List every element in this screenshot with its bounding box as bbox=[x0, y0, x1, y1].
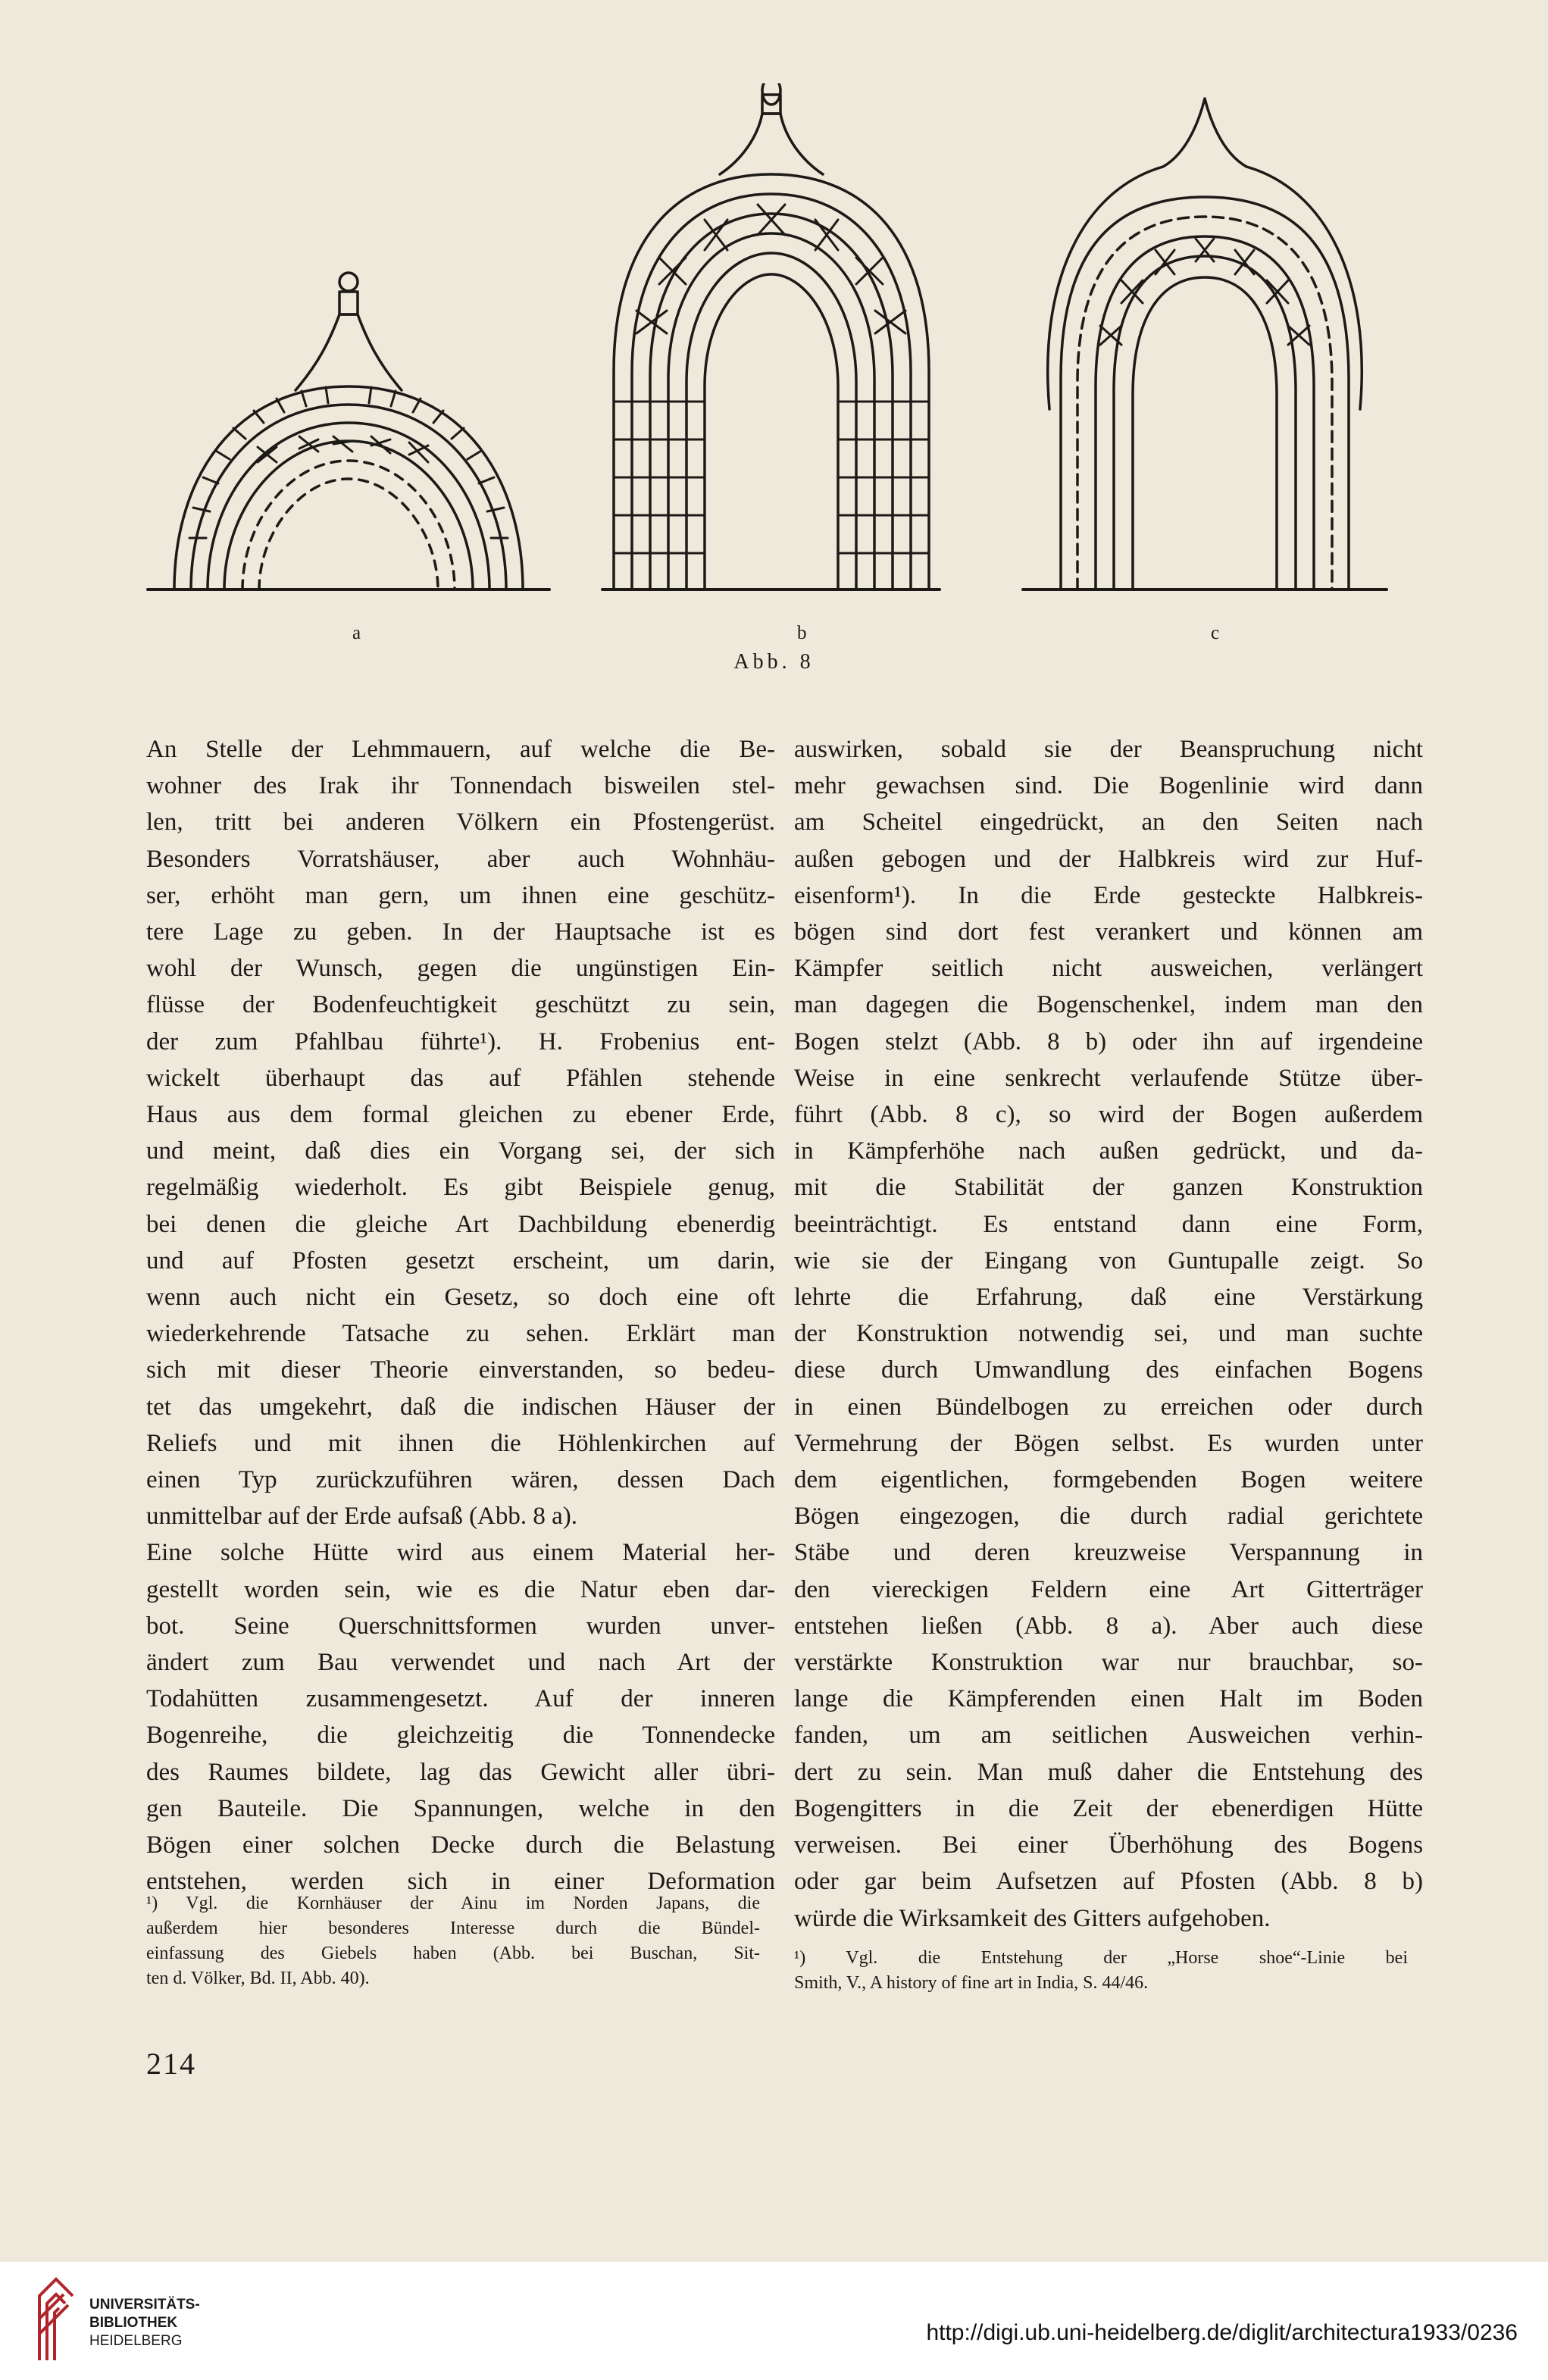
figure-caption: Abb. 8 bbox=[733, 650, 815, 674]
text-line: in Kämpferhöhe nach außen gedrückt, und da- bbox=[794, 1137, 1423, 1165]
text-line: fanden, um am seitlichen Ausweichen verhin- bbox=[794, 1722, 1423, 1750]
text-line: dert zu sein. Man muß daher die Entstehung des bbox=[794, 1758, 1423, 1786]
library-name bbox=[89, 2296, 200, 2350]
text-line: Bogengitters in die Zeit der ebenerdigen Hütte bbox=[794, 1794, 1423, 1822]
text-line: ändert zum Bau verwendet und nach Art der bbox=[146, 1649, 775, 1677]
text-line: regelmäßig wiederholt. Es gibt Beispiele genug, bbox=[146, 1174, 775, 1202]
footnote-right bbox=[794, 1946, 1408, 1996]
text-line: Bögen eingezogen, die durch radial gerichtete bbox=[794, 1503, 1423, 1531]
arch-a-drawing bbox=[174, 273, 523, 590]
text-line: der zum Pfahlbau führte¹). H. Frobenius ent- bbox=[146, 1027, 775, 1056]
footnote-line: einfassung des Giebels haben (Abb. bei Buschan, Sit- bbox=[146, 1944, 760, 1963]
text-line: und meint, daß dies ein Vorgang sei, der sich bbox=[146, 1137, 775, 1165]
text-line: bei denen die gleiche Art Dachbildung ebenerdig bbox=[146, 1210, 775, 1238]
footnote-line: ¹) Vgl. die Kornhäuser der Ainu im Norden Japans, die bbox=[146, 1894, 760, 1913]
text-line: Weise in eine senkrecht verlaufende Stütze über- bbox=[794, 1064, 1423, 1092]
figure-label-b: b bbox=[797, 623, 808, 643]
text-line: unmittelbar auf der Erde aufsaß (Abb. 8 a). bbox=[146, 1503, 578, 1531]
page-number: 214 bbox=[146, 2047, 196, 2081]
text-line: flüsse der Bodenfeuchtigkeit geschützt zu sein, bbox=[146, 991, 775, 1019]
text-line: wiederkehrende Tatsache zu sehen. Erklärt man bbox=[146, 1320, 775, 1348]
text-line: lange die Kämpferenden einen Halt im Boden bbox=[794, 1685, 1423, 1713]
text-line: des Raumes bildete, lag das Gewicht aller übri- bbox=[146, 1758, 775, 1786]
text-line: Eine solche Hütte wird aus einem Material her- bbox=[146, 1539, 775, 1567]
text-line: auswirken, sobald sie der Beanspruchung nicht bbox=[794, 736, 1423, 763]
text-line: wohner des Irak ihr Tonnendach bisweilen stel- bbox=[146, 772, 775, 800]
footnote-line: außerdem hier besonderes Interesse durch die Bündel- bbox=[146, 1919, 760, 1938]
text-line: ser, erhöht man gern, um ihnen eine geschütz- bbox=[146, 881, 775, 909]
text-line: der Konstruktion notwendig sei, und man suchte bbox=[794, 1320, 1423, 1348]
footnote-line: Smith, V., A history of fine art in India, S. 44/46. bbox=[794, 1973, 1149, 1993]
arch-c-drawing bbox=[1048, 99, 1362, 590]
text-line: eisenform¹). In die Erde gesteckte Halbkreis- bbox=[794, 881, 1423, 909]
text-line: Kämpfer seitlich nicht ausweichen, verlängert bbox=[794, 955, 1423, 983]
footnote-line: ¹) Vgl. die Entstehung der „Horse shoe“-Linie bei bbox=[794, 1948, 1408, 1968]
text-line: wohl der Wunsch, gegen die ungünstigen Ein- bbox=[146, 955, 775, 983]
text-line: lehrte die Erfahrung, daß eine Verstärkung bbox=[794, 1284, 1423, 1312]
arch-b-drawing bbox=[614, 83, 929, 590]
text-line: einen Typ zurückzuführen wären, dessen Dach bbox=[146, 1466, 775, 1494]
text-line: diese durch Umwandlung des einfachen Bogens bbox=[794, 1356, 1423, 1384]
text-line: Bogen stelzt (Abb. 8 b) oder ihn auf irgendeine bbox=[794, 1027, 1423, 1056]
footnote-left bbox=[146, 1891, 760, 1991]
library-logo-icon bbox=[33, 2273, 79, 2364]
text-line: Bögen einer solchen Decke durch die Belastung bbox=[146, 1831, 775, 1859]
figure-label-c: c bbox=[1211, 623, 1221, 643]
text-line: Bogenreihe, die gleichzeitig die Tonnendecke bbox=[146, 1722, 775, 1750]
library-name-line: BIBLIOTHEK bbox=[89, 2315, 178, 2331]
text-line: führt (Abb. 8 c), so wird der Bogen außerdem bbox=[794, 1101, 1423, 1129]
text-line: Besonders Vorratshäuser, aber auch Wohnhäu- bbox=[146, 845, 775, 873]
text-line: mit die Stabilität der ganzen Konstruktion bbox=[794, 1174, 1423, 1202]
text-line: Reliefs und mit ihnen die Höhlenkirchen auf bbox=[146, 1429, 775, 1457]
text-line: tet das umgekehrt, daß die indischen Häuser der bbox=[146, 1393, 775, 1421]
text-line: beeinträchtigt. Es entstand dann eine Form, bbox=[794, 1210, 1423, 1238]
text-line: oder gar beim Aufsetzen auf Pfosten (Abb. 8 b) bbox=[794, 1868, 1423, 1896]
text-line: An Stelle der Lehmmauern, auf welche die Be- bbox=[146, 736, 775, 763]
footnote-line: ten d. Völker, Bd. II, Abb. 40). bbox=[146, 1969, 370, 1988]
arch-figure bbox=[144, 83, 1409, 614]
text-line: sich mit dieser Theorie einverstanden, so bedeu- bbox=[146, 1356, 775, 1384]
text-line: in einen Bündelbogen zu erreichen oder durch bbox=[794, 1393, 1423, 1421]
text-line: man dagegen die Bogenschenkel, indem man den bbox=[794, 991, 1423, 1019]
text-line: dem eigentlichen, formgebenden Bogen weitere bbox=[794, 1466, 1423, 1494]
text-line: entstehen, werden sich in einer Deformation bbox=[146, 1868, 775, 1896]
text-line: verstärkte Konstruktion war nur brauchbar, so- bbox=[794, 1649, 1423, 1677]
figure-label-a: a bbox=[352, 623, 363, 643]
library-name-line: HEIDELBERG bbox=[89, 2333, 183, 2349]
source-url-link[interactable]: http://digi.ub.uni-heidelberg.de/diglit/architectura1933/0236 bbox=[926, 2320, 1518, 2345]
text-line: außen gebogen und der Halbkreis wird zur Huf- bbox=[794, 845, 1423, 873]
library-name-line: UNIVERSITÄTS- bbox=[89, 2297, 200, 2313]
text-line: würde die Wirksamkeit des Gitters aufgehoben. bbox=[794, 1904, 1271, 1932]
text-line: den viereckigen Feldern eine Art Gitterträger bbox=[794, 1575, 1423, 1603]
text-line: len, tritt bei anderen Völkern ein Pfostengerüst. bbox=[146, 808, 775, 837]
text-line: Vermehrung der Bögen selbst. Es wurden unter bbox=[794, 1429, 1423, 1457]
text-line: tere Lage zu geben. In der Hauptsache ist es bbox=[146, 918, 775, 946]
text-line: am Scheitel eingedrückt, an den Seiten nach bbox=[794, 808, 1423, 837]
text-line: wickelt überhaupt das auf Pfählen stehende bbox=[146, 1064, 775, 1092]
text-column-right bbox=[794, 731, 1423, 1937]
text-line: mehr gewachsen sind. Die Bogenlinie wird dann bbox=[794, 772, 1423, 800]
text-line: bögen sind dort fest verankert und können am bbox=[794, 918, 1423, 946]
text-line: wenn auch nicht ein Gesetz, so doch eine oft bbox=[146, 1284, 775, 1312]
text-line: wie sie der Eingang von Guntupalle zeigt. So bbox=[794, 1246, 1423, 1274]
text-line: gen Bauteile. Die Spannungen, welche in den bbox=[146, 1794, 775, 1822]
text-line: entstehen ließen (Abb. 8 a). Aber auch diese bbox=[794, 1612, 1423, 1640]
text-line: Haus aus dem formal gleichen zu ebener Erde, bbox=[146, 1101, 775, 1129]
text-column-left bbox=[146, 731, 775, 1900]
text-line: Todahütten zusammengesetzt. Auf der inneren bbox=[146, 1685, 775, 1713]
text-line: Stäbe und deren kreuzweise Verspannung in bbox=[794, 1539, 1423, 1567]
text-line: verweisen. Bei einer Überhöhung des Bogens bbox=[794, 1831, 1423, 1859]
text-line: bot. Seine Querschnittsformen wurden unver- bbox=[146, 1612, 775, 1640]
text-line: gestellt worden sein, wie es die Natur eben dar- bbox=[146, 1575, 775, 1603]
text-line: und auf Pfosten gesetzt erscheint, um darin, bbox=[146, 1246, 775, 1274]
